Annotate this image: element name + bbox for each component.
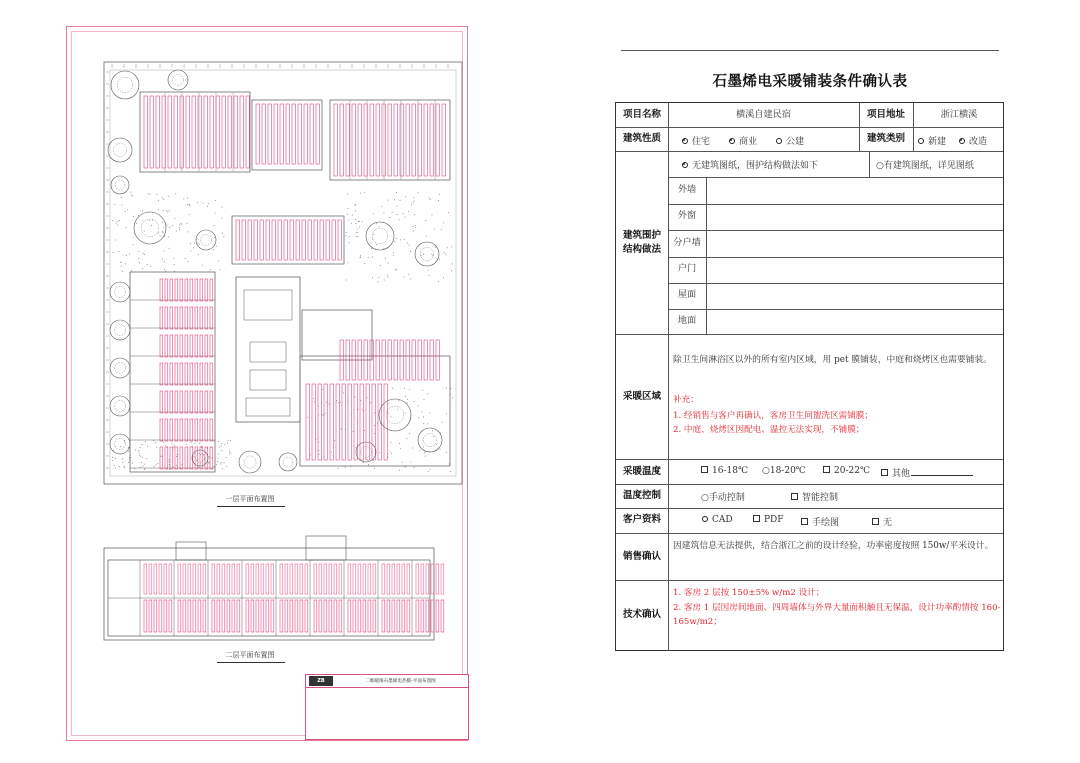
project-address-value: 浙江横溪 <box>940 109 978 120</box>
project-address-label: 项目地址 <box>866 109 905 120</box>
drawing-sheet <box>66 26 468 741</box>
sales-confirm-label: 销售确认 <box>622 551 661 562</box>
header-rule <box>621 50 999 51</box>
floor1-caption-underline <box>217 506 285 507</box>
form-title: 石墨烯电采暖铺装条件确认表 <box>712 73 908 90</box>
nature-option-public[interactable]: 公建 <box>776 134 804 147</box>
envelope-item-roof: 屋面 <box>677 289 697 300</box>
checkbox-icon <box>881 469 888 476</box>
type-option-renovation[interactable]: 改造 <box>959 134 987 147</box>
radio-checked-icon <box>729 138 735 144</box>
radio-checked-icon <box>959 138 965 144</box>
company-logo: ZB <box>309 676 333 686</box>
temp-option-20-22[interactable]: 20-22℃ <box>823 466 870 476</box>
drawing-title: 二维暖烯石墨烯电热膜-平面布置图 <box>365 679 436 684</box>
supplement-item-2: 2. 中庭、烧烤区因配电、温控无法实现，不铺膜； <box>673 425 865 435</box>
client-option-cad[interactable]: CAD <box>702 515 733 525</box>
building-type-label: 建筑类别 <box>866 133 905 144</box>
drawing-inner-border <box>71 31 463 736</box>
client-option-none[interactable]: 无 <box>872 515 892 528</box>
radio-unchecked-icon <box>702 516 708 522</box>
checkbox-icon <box>801 518 808 525</box>
envelope-item-partition-wall: 分户墙 <box>673 237 701 248</box>
radio-unchecked-icon <box>918 138 924 144</box>
envelope-item-floor: 地面 <box>677 315 697 326</box>
type-option-new[interactable]: 新建 <box>918 134 946 147</box>
envelope-item-exterior-wall: 外墙 <box>677 184 697 195</box>
checkbox-icon <box>872 518 879 525</box>
floor2-caption: 二层平面布置图 <box>225 651 275 659</box>
option-no-drawings[interactable]: 无建筑图纸，围护结构做法如下 <box>682 158 818 171</box>
envelope-item-entry-door: 户门 <box>677 263 697 274</box>
temp-option-16-18[interactable]: 16-18℃ <box>701 466 748 476</box>
envelope-item-exterior-window: 外窗 <box>677 210 697 221</box>
client-data-label: 客户资料 <box>622 514 661 525</box>
tech-confirm-item-1: 1. 客房 2 层按 150±5% w/m2 设计； <box>673 588 825 598</box>
supplement-item-1: 1. 经销售与客户再确认，客房卫生间盥洗区需铺膜； <box>673 411 873 421</box>
control-option-smart[interactable]: 智能控制 <box>791 490 838 503</box>
project-name-value: 横溪自建民宿 <box>735 109 792 120</box>
temperature-label: 采暖温度 <box>622 466 661 477</box>
checkbox-icon <box>701 466 708 473</box>
radio-checked-icon <box>682 138 688 144</box>
checkbox-icon <box>823 466 830 473</box>
radio-checked-icon <box>682 162 688 168</box>
control-option-manual[interactable]: ○手动控制 <box>701 493 745 503</box>
tech-confirm-label: 技术确认 <box>622 609 661 620</box>
heating-area-label: 采暖区域 <box>622 391 661 402</box>
confirmation-table <box>615 102 1004 651</box>
tech-confirm-item-2: 2. 客房 1 层因房间地面、四周墙体与外界大量面积触且无保温，设计功率酌情按 160-165w/m2； <box>673 603 1001 627</box>
floor2-caption-underline <box>217 662 285 663</box>
heating-area-text: 除卫生间淋浴区以外的所有室内区域，用 pet 膜铺装，中庭和烧烤区也需要铺装。 <box>673 355 993 365</box>
checkbox-icon <box>791 493 798 500</box>
title-block <box>305 674 469 740</box>
temp-option-other[interactable]: 其他 <box>881 466 973 479</box>
client-option-sketch[interactable]: 手绘图 <box>801 515 839 528</box>
radio-unchecked-icon <box>776 138 782 144</box>
client-option-pdf[interactable]: PDF <box>753 515 784 525</box>
checkbox-icon <box>753 515 760 522</box>
option-has-drawings[interactable]: ○有建筑图纸，详见图纸 <box>876 161 974 171</box>
building-nature-label: 建筑性质 <box>622 133 661 144</box>
temp-option-18-20[interactable]: ○18-20℃ <box>762 466 806 476</box>
sales-confirm-text: 因建筑信息无法提供，结合浙江之前的设计经验，功率密度按照 150w/平米设计。 <box>673 541 994 551</box>
project-name-label: 项目名称 <box>622 109 661 120</box>
other-blank-field[interactable] <box>911 467 973 476</box>
temperature-control-label: 温度控制 <box>622 490 661 501</box>
floor1-caption: 一层平面布置图 <box>225 495 275 503</box>
envelope-label: 建筑围护 结构做法 <box>622 230 661 255</box>
nature-option-commercial[interactable]: 商业 <box>729 134 757 147</box>
supplement-title: 补充： <box>673 395 699 405</box>
nature-option-residential[interactable]: 住宅 <box>682 134 710 147</box>
